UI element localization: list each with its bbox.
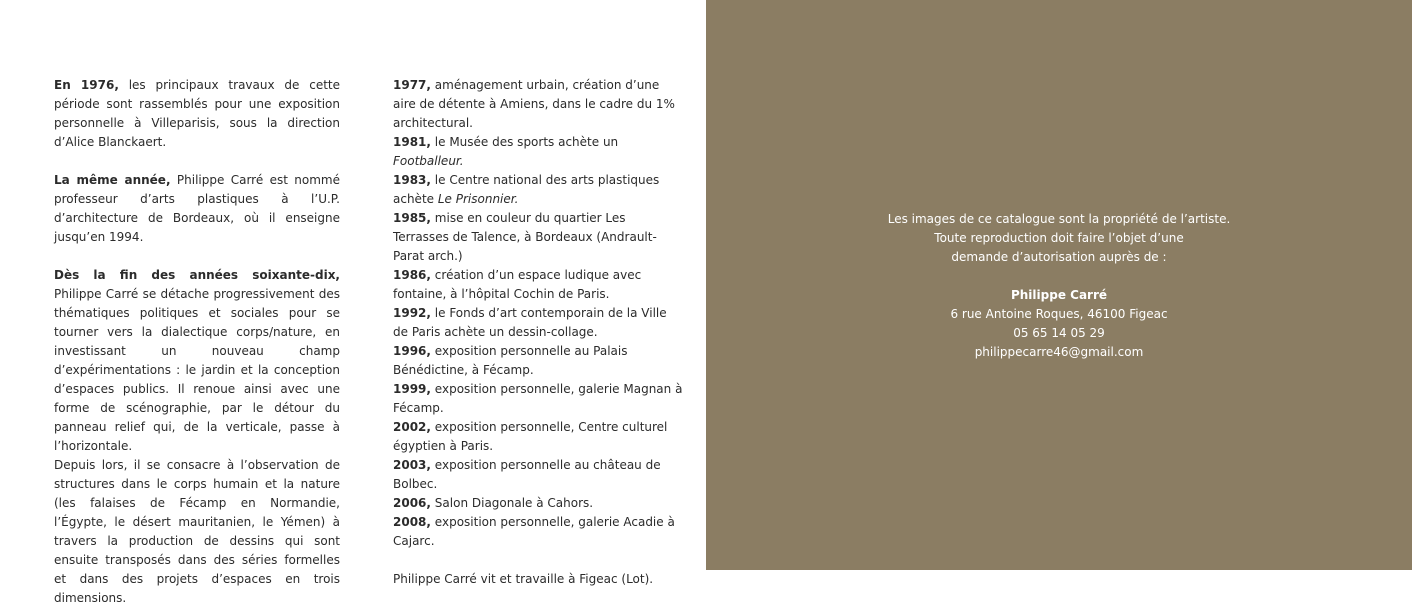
chronology-entry xyxy=(393,76,683,133)
right-page xyxy=(706,0,1412,570)
entry-year: 1983, xyxy=(393,173,431,187)
entry-text: exposition personnelle au Palais Bénédictine, à Fécamp. xyxy=(393,344,628,377)
biography-column xyxy=(54,76,340,608)
entry-year: 1999, xyxy=(393,382,431,396)
chronology-entry xyxy=(393,342,683,380)
entry-text: mise en couleur du quartier Les Terrasses de Talence, à Bordeaux (Andrault-Parat arch.) xyxy=(393,211,657,263)
paragraph-lead: La même année, xyxy=(54,173,171,187)
entry-year: 1996, xyxy=(393,344,431,358)
paragraph-text: Philippe Carré se détache progressivement des thématiques politiques et sociales pour se tourner vers la dialectique corps/nature, en investissant un nouveau champ d’expérimentations : le jardin et la conception d’espaces publics. Il renoue ainsi avec une forme de scénographie, par le détour du panneau relief qui, de la verticale, passe à l’horizontale. xyxy=(54,287,340,453)
bio-paragraph-same-year xyxy=(54,171,340,247)
entry-year: 2002, xyxy=(393,420,431,434)
contact-block xyxy=(706,210,1412,362)
chronology-list xyxy=(393,76,683,551)
contact-address: 6 rue Antoine Roques, 46100 Figeac xyxy=(950,307,1168,321)
entry-text: le Centre national des arts plastiques achète xyxy=(393,173,660,206)
chronology-column xyxy=(393,76,683,589)
entry-text: le Fonds d’art contemporain de la Ville de Paris achète un dessin-collage. xyxy=(393,306,667,339)
entry-year: 1986, xyxy=(393,268,431,282)
paragraph-text: Depuis lors, il se consacre à l’observation de structures dans le corps humain et la nature (les falaises de Fécamp en Normandie, l’Égypte, le désert mauritanien, le Yémen) à travers la production de dessins qui sont ensuite transposés dans des séries formelles et dans des projets d’espaces en trois dimensions. xyxy=(54,458,340,605)
chronology-entry xyxy=(393,513,683,551)
chronology-entry xyxy=(393,494,683,513)
artwork-title: Footballeur. xyxy=(393,154,464,168)
contact-name: Philippe Carré xyxy=(1010,288,1108,302)
chronology-entry xyxy=(393,380,683,418)
entry-text: création d’un espace ludique avec fontaine, à l’hôpital Cochin de Paris. xyxy=(393,268,642,301)
entry-text: aménagement urbain, création d’une aire de détente à Amiens, dans le cadre du 1% architectural. xyxy=(393,78,675,130)
chronology-entry xyxy=(393,418,683,456)
copyright-notice-line: Les images de ce catalogue sont la propriété de l’artiste. xyxy=(887,212,1231,226)
entry-text: exposition personnelle, galerie Magnan à Fécamp. xyxy=(393,382,683,415)
entry-year: 1977, xyxy=(393,78,431,92)
entry-year: 2003, xyxy=(393,458,431,472)
chronology-entry xyxy=(393,133,683,171)
entry-year: 1985, xyxy=(393,211,431,225)
contact-phone: 05 65 14 05 29 xyxy=(1013,326,1105,340)
paragraph-text: les principaux travaux de cette période sont rassemblés pour une exposition personnelle à Villeparisis, sous la direction d’Alice Blanckaert. xyxy=(54,78,340,149)
entry-year: 1992, xyxy=(393,306,431,320)
entry-year: 2008, xyxy=(393,515,431,529)
chronology-entry xyxy=(393,171,683,209)
contact-email[interactable]: philippecarre46@gmail.com xyxy=(974,345,1144,359)
artwork-title: Le Prisonnier. xyxy=(437,192,519,206)
chronology-entry xyxy=(393,209,683,266)
chronology-entry xyxy=(393,266,683,304)
chronology-entry xyxy=(393,304,683,342)
paragraph-lead: En 1976, xyxy=(54,78,119,92)
copyright-notice-line: demande d’autorisation auprès de : xyxy=(951,250,1167,264)
entry-text: exposition personnelle au château de Bolbec. xyxy=(393,458,661,491)
closing-line: Philippe Carré vit et travaille à Figeac (Lot). xyxy=(393,572,654,586)
bio-paragraph-late-seventies xyxy=(54,266,340,456)
entry-text: exposition personnelle, Centre culturel égyptien à Paris. xyxy=(393,420,668,453)
entry-text: le Musée des sports achète un xyxy=(434,135,619,149)
bio-paragraph-1976 xyxy=(54,76,340,152)
paragraph-text: Philippe Carré est nommé professeur d’arts plastiques à l’U.P. d’architecture de Bordeaux, où il enseigne jusqu’en 1994. xyxy=(54,173,341,244)
chronology-entry xyxy=(393,456,683,494)
paragraph-lead: Dès la fin des années soixante-dix, xyxy=(54,268,340,282)
entry-text: Salon Diagonale à Cahors. xyxy=(434,496,594,510)
entry-text: exposition personnelle, galerie Acadie à Cajarc. xyxy=(393,515,675,548)
left-page xyxy=(0,0,706,605)
copyright-notice-line: Toute reproduction doit faire l’objet d’une xyxy=(934,231,1184,245)
bio-paragraph-since xyxy=(54,456,340,608)
entry-year: 1981, xyxy=(393,135,431,149)
entry-year: 2006, xyxy=(393,496,431,510)
